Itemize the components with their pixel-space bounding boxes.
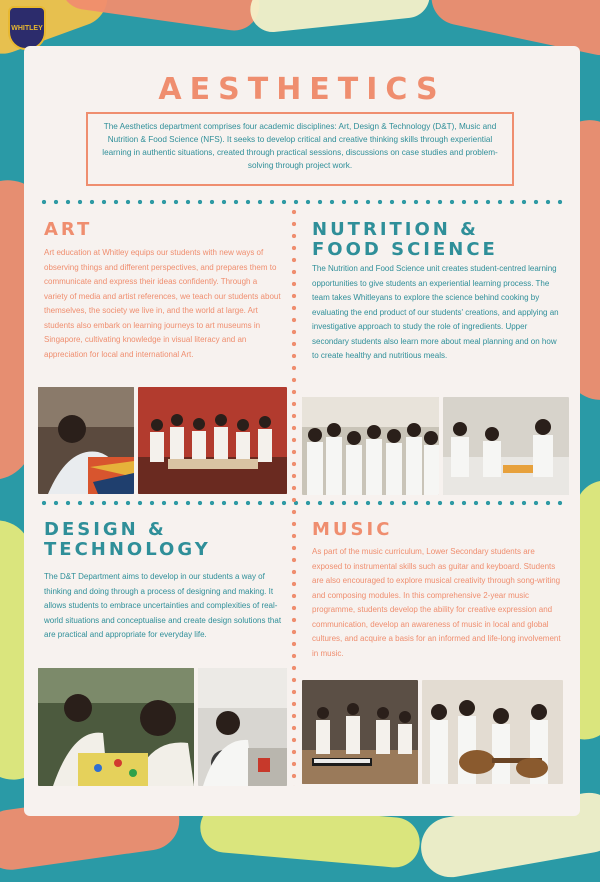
intro-box: The Aesthetics department comprises four academic disciplines: Art, Design & Technology (D&T), Music and Nutrition & Food Science (NFS). It seeks to develop critical and creative thinking skills through experiential learning in authentic situations, created through practical sessions, discussions on case studies and problem-solving through project work. — [86, 112, 514, 186]
art-photo-student-painting — [38, 387, 134, 494]
divider-dots-top — [38, 199, 568, 205]
section-title-line: NUTRITION & — [312, 219, 479, 240]
divider-dots-middle — [38, 500, 568, 506]
section-title-line: FOOD SCIENCE — [312, 239, 498, 260]
section-title-music: MUSIC — [312, 519, 393, 540]
school-crest-logo: WHITLEY — [8, 6, 46, 50]
dt-photo-students-building — [38, 668, 194, 786]
nfs-photo-cooking — [443, 397, 569, 495]
section-body-nfs: The Nutrition and Food Science unit creates student-centred learning opportunities to give students an experiential learning process. The team takes Whitleyans to explore the science behind cooking by evaluating the end product of our students' creations, and applying an investigative approach to study the role of ingredients. Upper secondary students also learn more about meal planning and on how to create healthy and nutritious meals. — [312, 264, 559, 360]
music-photo-keyboard-class — [302, 680, 418, 784]
section-body-art: Art education at Whitley equips our students with new ways of observing things and different perspectives, and prepares them to communicate and express their ideas confidently. Through a variety of media and artist references, we teach our students about themselves, the society we live in, and the world at large. Art students also embark on learning journeys to art museums in Singapore, cultivating knowledge in visual literacy and an appreciation for local and international Art. — [44, 248, 281, 359]
section-body-music: As part of the music curriculum, Lower Secondary students are exposed to instrumental skills such as guitar and keyboard. Students are also encouraged to explore musical creativity through song-writing and composing modules. In this comprehensive 2-year music programme, students develop the ability for creative expression and communication, develop an awareness of music in local and global cultures, and acquire a basis for an informed and life-long involvement in music. — [312, 547, 561, 658]
section-title-dt — [44, 520, 211, 560]
music-photo-guitar-group — [422, 680, 563, 784]
section-body-dt: The D&T Department aims to develop in our students a way of thinking and doing through a process of designing and making. It allows students to embrace uncertainties and complexities of real-world situations and conceptualise and create design solutions that are practical and appropriate for everyday life. — [44, 572, 282, 639]
divider-dots-vertical — [291, 206, 297, 786]
dt-photo-workshop — [198, 668, 287, 786]
background-stroke — [248, 0, 432, 34]
nfs-photo-class-group — [302, 397, 439, 495]
section-title-nfs — [312, 220, 498, 260]
section-title-line: DESIGN & — [44, 519, 167, 540]
section-title-art: ART — [44, 219, 93, 240]
art-photo-class-group — [138, 387, 287, 494]
section-title-line: TECHNOLOGY — [44, 539, 211, 560]
page-title: AESTHETICS — [158, 72, 446, 107]
